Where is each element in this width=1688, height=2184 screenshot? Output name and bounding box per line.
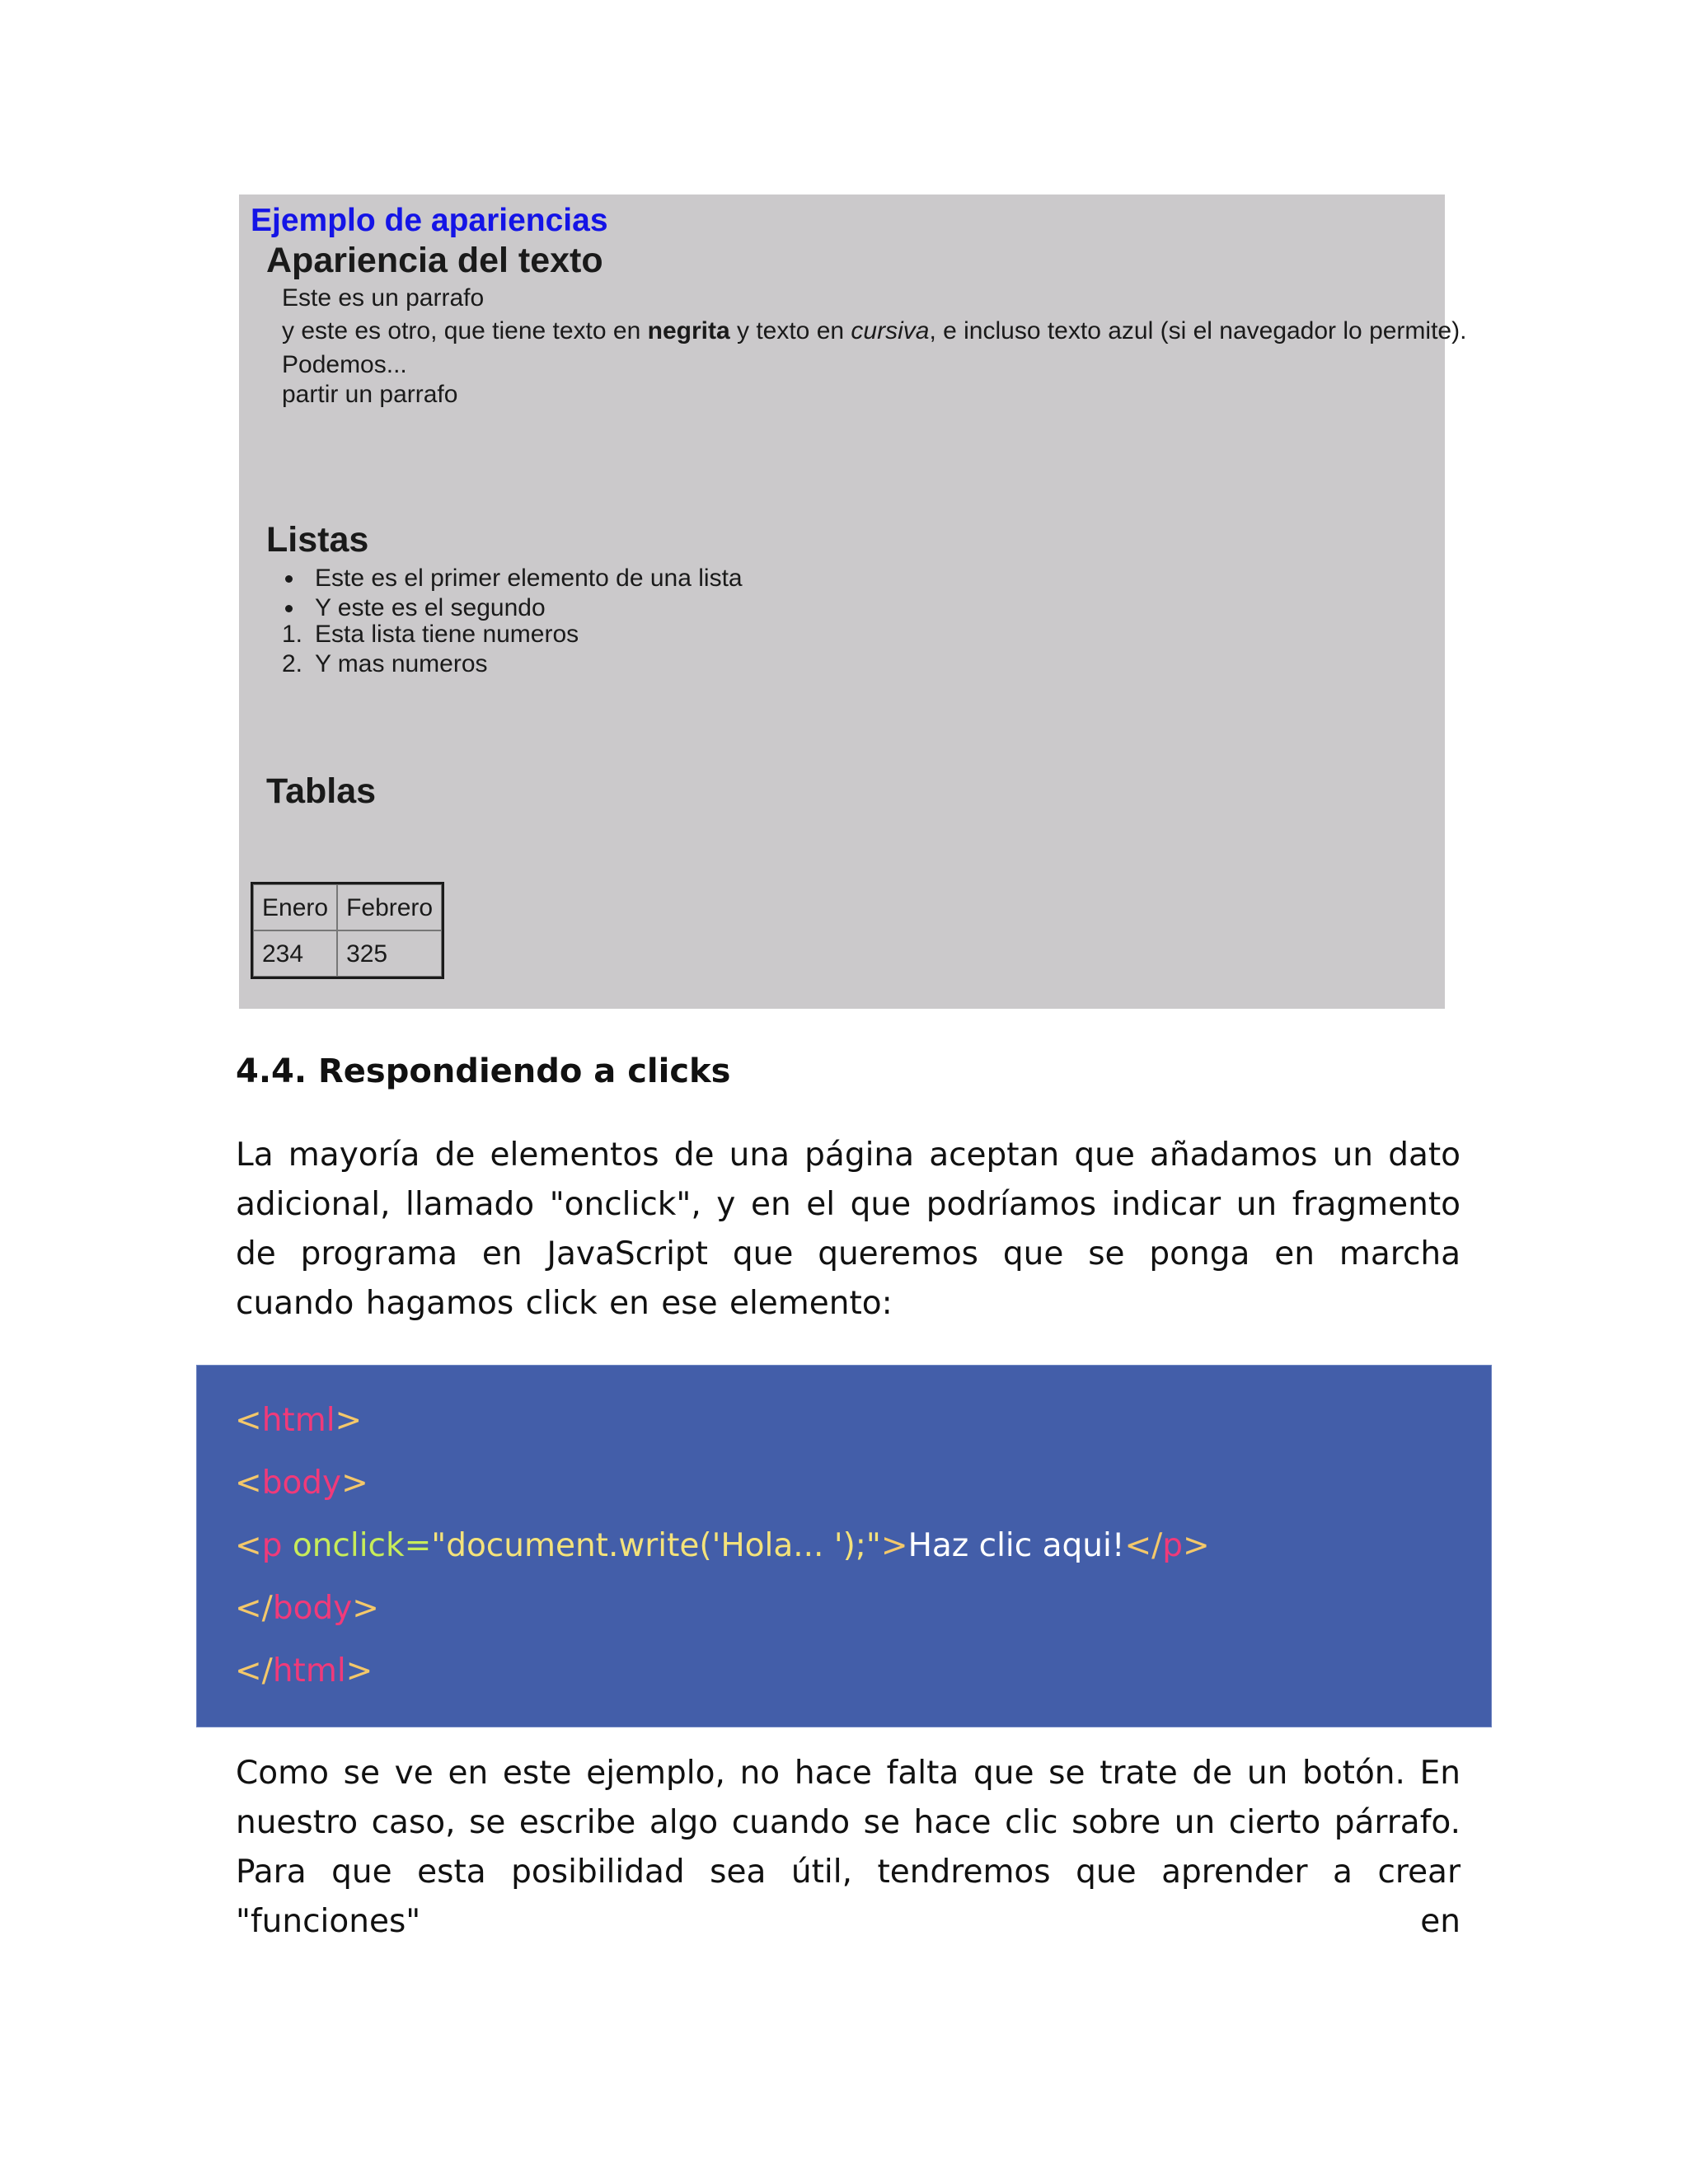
code-punct: < (235, 1402, 262, 1439)
table-row (253, 930, 442, 977)
code-punct: > (341, 1465, 368, 1502)
italic-text: cursiva (851, 317, 930, 344)
list-item (282, 620, 579, 649)
code-tag: html (272, 1652, 346, 1690)
example-screenshot (239, 194, 1467, 1009)
code-punct: > (335, 1402, 363, 1439)
list-item-text: Y este es el segundo (315, 594, 546, 621)
bullet-icon (285, 575, 293, 583)
list-item (282, 649, 579, 679)
paragraph-3-line1: Podemos... (282, 351, 407, 378)
table-cell: 325 (337, 930, 442, 977)
code-punct: > (880, 1527, 908, 1564)
code-string: "document.write('Hola... ');" (431, 1527, 881, 1564)
code-block (196, 1365, 1492, 1727)
code-attribute: onclick= (282, 1527, 432, 1564)
paragraph-3-line2: partir un parrafo (282, 381, 458, 408)
section-heading-text: Apariencia del texto (266, 241, 603, 280)
code-tag: html (261, 1402, 335, 1439)
code-punct: </ (1124, 1527, 1163, 1564)
paragraph-2-part: y este es otro, que tiene texto en (282, 317, 648, 344)
body-paragraph-2: Como se ve en este ejemplo, no hace falta que se trate de un botón. En nuestro caso, se escribe algo cuando se hace clic sobre un cierto párrafo. Para que esta posibilidad sea útil, tendremos que aprender a crear "funciones" en (236, 1755, 1461, 1940)
code-punct: > (352, 1590, 379, 1627)
numbered-list (282, 620, 579, 679)
code-punct: </ (235, 1652, 273, 1690)
code-tag: body (261, 1465, 342, 1502)
list-item-text: Y mas numeros (315, 650, 488, 677)
code-punct: </ (235, 1590, 273, 1627)
example-table (251, 882, 444, 979)
paragraph-2 (282, 316, 1466, 346)
body-paragraph-1: La mayoría de elementos de una página aceptan que añadamos un dato adicional, llamado "onclick", y en el que podríamos indicar un fragmento de programa en JavaScript que queremos que se ponga en marcha cuando hagamos click en ese elemento: (236, 1137, 1461, 1322)
code-tag: p (261, 1527, 283, 1564)
code-line-4 (235, 1590, 379, 1627)
table-cell: Febrero (337, 884, 442, 930)
code-punct: < (235, 1527, 262, 1564)
list-item (282, 593, 743, 623)
paragraph-1: Este es un parrafo (282, 284, 485, 312)
code-tag: body (272, 1590, 353, 1627)
section-heading-lists: Listas (266, 520, 369, 560)
list-item-text: Esta lista tiene numeros (315, 621, 579, 648)
bold-text: negrita (647, 317, 730, 344)
section-heading-tables: Tablas (266, 771, 377, 811)
code-line-2 (235, 1465, 368, 1502)
list-number: 2. (282, 650, 303, 677)
screenshot-title: Ejemplo de apariencias (251, 203, 608, 238)
table-cell: 234 (253, 930, 337, 977)
list-item (282, 564, 743, 593)
table-cell: Enero (253, 884, 337, 930)
bullet-icon (285, 605, 293, 612)
list-number: 1. (282, 621, 303, 648)
code-tag: p (1162, 1527, 1184, 1564)
code-punct: < (235, 1465, 262, 1502)
code-line-1 (235, 1402, 362, 1439)
paragraph-2-part: y texto en (729, 317, 851, 344)
paragraph-2-part: , e incluso texto azul (si el navegador lo permite). (929, 317, 1467, 344)
code-line-5 (235, 1652, 373, 1690)
list-item-text: Este es el primer elemento de una lista (315, 565, 743, 592)
code-punct: > (1183, 1527, 1210, 1564)
section-heading: 4.4. Respondiendo a clicks (236, 1052, 731, 1090)
bullet-list (282, 564, 743, 623)
table-row (253, 884, 442, 930)
code-text: Haz clic aqui! (907, 1527, 1125, 1564)
paragraph-3 (282, 350, 457, 410)
code-line-3 (235, 1527, 1210, 1564)
code-punct: > (345, 1652, 373, 1690)
